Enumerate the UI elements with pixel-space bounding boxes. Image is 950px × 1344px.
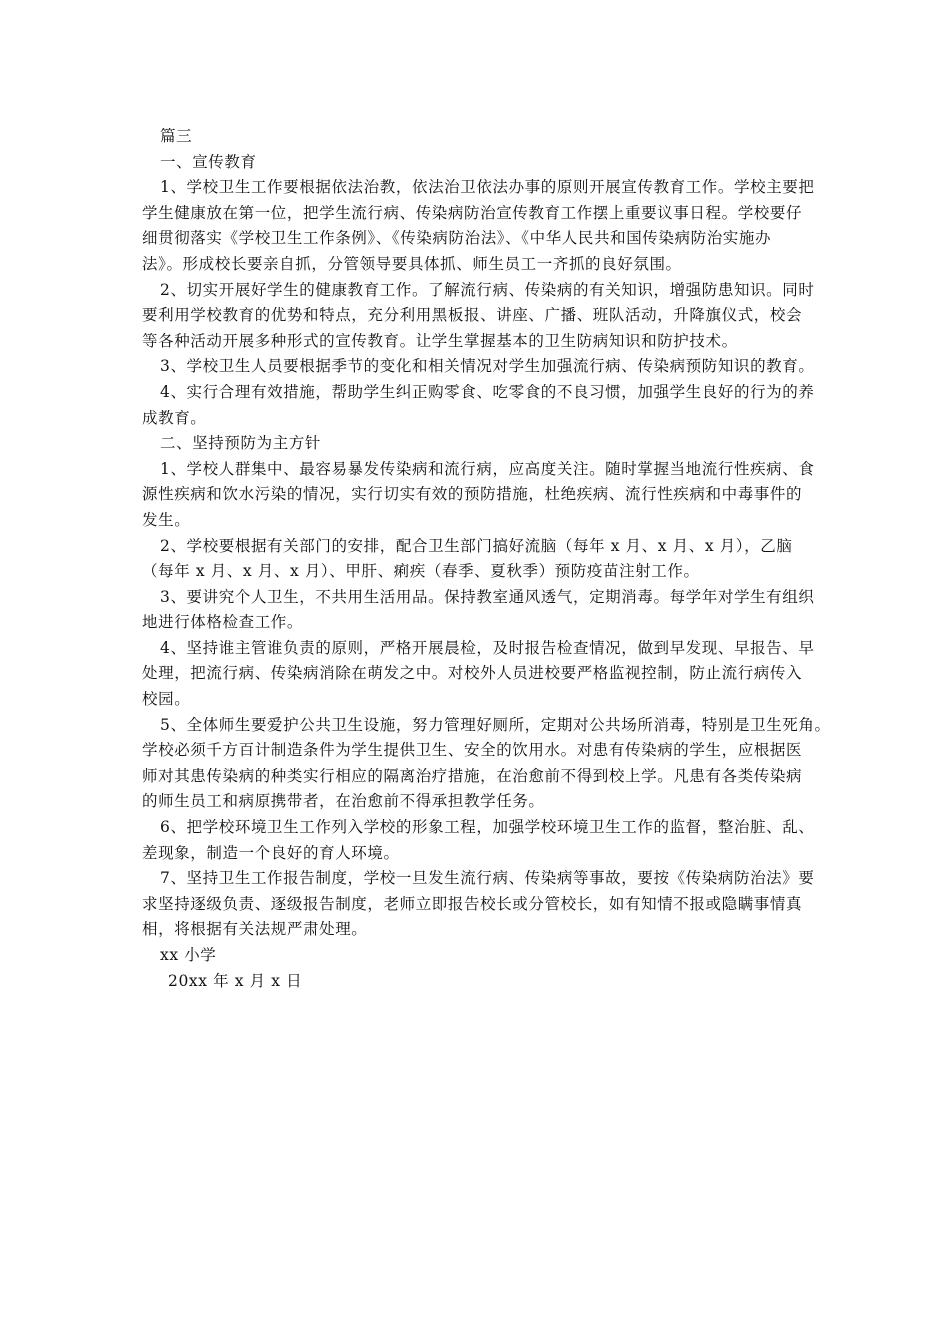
text-line: 发生。	[142, 510, 191, 529]
text-line: 学校必须千方百计制造条件为学生提供卫生、安全的饮用水。对患有传染病的学生，应根据医	[142, 741, 803, 760]
section-title-1: 一、宣传教育	[160, 152, 257, 171]
item-1	[142, 457, 822, 534]
text-line: 求坚持逐级负责、逐级报告制度，老师立即报告校长或分管校长，如有知情不报或隐瞒事情真	[142, 894, 803, 913]
paragraph-4	[142, 380, 822, 431]
paragraph-2	[142, 278, 822, 355]
text-line: 处理，把流行病、传染病消除在萌发之中。对校外人员进校要严格监视控制，防止流行病传入	[142, 664, 803, 683]
text-line: 成教育。	[142, 408, 207, 427]
text-line: （每年 x 月、x 月、x 月）、甲肝、痢疾（春季、夏秋季）预防疫苗注射工作。	[142, 562, 700, 581]
section-title-2: 二、坚持预防为主方针	[160, 434, 322, 453]
document-heading: 篇三	[160, 127, 193, 145]
text-line: 2、学校要根据有关部门的安排，配合卫生部门搞好流脑（每年 x 月、x 月、x 月），乙脑	[160, 536, 793, 555]
text-line: 要利用学校教育的优势和特点，充分利用黑板报、讲座、广播、班队活动，升降旗仪式，校会	[142, 306, 803, 325]
text-line: 3、要讲究个人卫生，不共用生活用品。保持教室通风透气，定期消毒。每学年对学生有组织	[160, 587, 815, 606]
item-6	[142, 815, 822, 866]
text-line: 1、学校人群集中、最容易暴发传染病和流行病，应高度关注。随时掌握当地流行性疾病、食	[160, 459, 815, 478]
text-line: 2、切实开展好学生的健康教育工作。了解流行病、传染病的有关知识，增强防患知识。同时	[160, 280, 815, 299]
item-3	[142, 585, 822, 636]
text-line: 学生健康放在第一位，把学生流行病、传染病防治宣传教育工作摆上重要议事日程。学校要仔	[142, 203, 803, 222]
item-5	[142, 713, 831, 815]
text-line: 4、实行合理有效措施，帮助学生纠正购零食、吃零食的不良习惯，加强学生良好的行为的养	[160, 382, 815, 401]
date: 20xx 年 x 月 x 日	[168, 971, 303, 990]
text-line: 地进行体格检查工作。	[142, 613, 304, 632]
item-2	[142, 534, 822, 585]
item-4	[142, 636, 822, 713]
text-line: 源性疾病和饮水污染的情况，实行切实有效的预防措施，杜绝疾病、流行性疾病和中毒事件的	[142, 485, 803, 504]
text-line: 1、学校卫生工作要根据依法治教，依法治卫依法办事的原则开展宣传教育工作。学校主要把	[160, 178, 815, 197]
text-line: 的师生员工和病原携带者，在治愈前不得承担教学任务。	[142, 792, 545, 811]
text-line: 7、坚持卫生工作报告制度，学校一旦发生流行病、传染病等事故，要按《传染病防治法》要	[160, 869, 815, 888]
text-line: 校园。	[142, 690, 191, 709]
text-line: 6、把学校环境卫生工作列入学校的形象工程，加强学校环境卫生工作的监督，整治脏、乱、	[160, 818, 815, 837]
text-line: 相，将根据有关法规严肃处理。	[142, 920, 368, 939]
text-line: 细贯彻落实《学校卫生工作条例》、《传染病防治法》、《中华人民共和国传染病防治实施办	[142, 229, 772, 248]
item-7	[142, 866, 822, 943]
text-line: 师对其患传染病的种类实行相应的隔离治疗措施，在治愈前不得到校上学。凡患有各类传染病	[142, 766, 803, 785]
text-line: 等各种活动开展多种形式的宣传教育。让学生掌握基本的卫生防病知识和防护技术。	[142, 331, 738, 350]
text-line: 5、全体师生要爱护公共卫生设施，努力管理好厕所，定期对公共场所消毒，特别是卫生死角。	[160, 715, 831, 734]
document-body	[142, 124, 831, 994]
text-line: 3、学校卫生人员要根据季节的变化和相关情况对学生加强流行病、传染病预防知识的教育。	[160, 357, 815, 376]
text-line: 差现象，制造一个良好的育人环境。	[142, 843, 400, 862]
paragraph-3	[142, 354, 822, 380]
signature: xx 小学	[160, 946, 217, 964]
text-line: 4、坚持谁主管谁负责的原则，严格开展晨检，及时报告检查情况，做到早发现、早报告、早	[160, 638, 815, 657]
paragraph-1	[142, 175, 822, 277]
text-line: 法》。形成校长要亲自抓，分管领导要具体抓、师生员工一齐抓的良好氛围。	[142, 254, 682, 273]
